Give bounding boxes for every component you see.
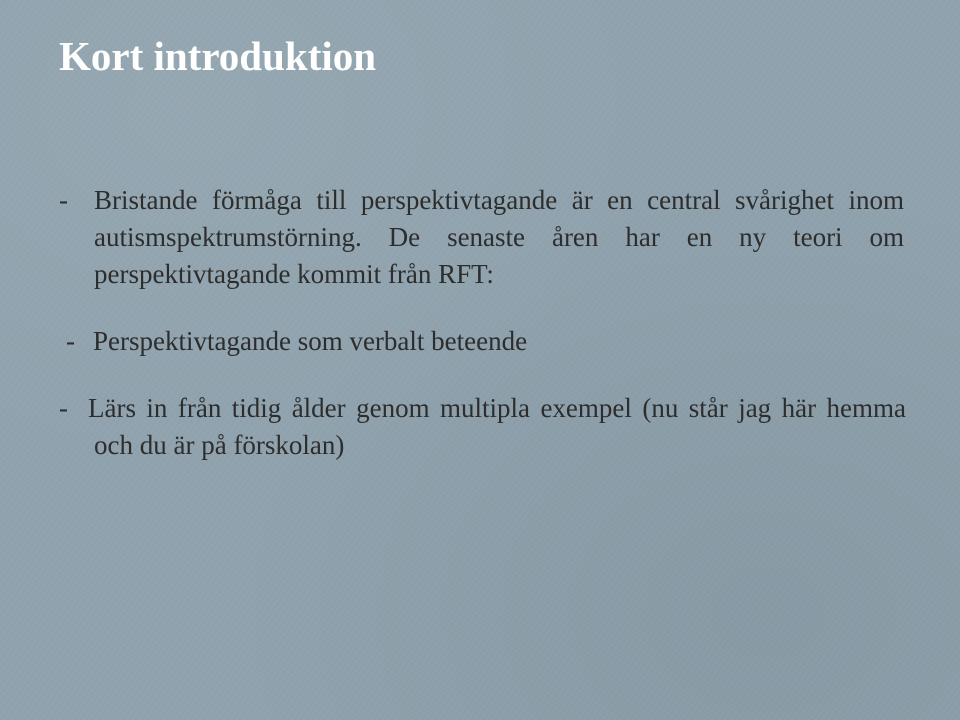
bullet-marker: - [59, 393, 68, 423]
bullet-marker: - [66, 326, 75, 356]
slide-title: Kort introduktion [59, 33, 377, 79]
bullet-item [59, 182, 904, 293]
bullet-text: Perspektivtagande som verbalt beteende [93, 326, 528, 356]
bullet-text: Lärs in från tidig ålder genom multipla exempel (nu står jag här hemma och du är på förskolan) [88, 393, 906, 460]
bullet-text: Bristande förmåga till perspektivtagande är en central svårighet inom autismspektrumstörning. De senaste åren har en ny teori om perspektivtagande kommit från RFT: [94, 185, 904, 289]
bullet-item [66, 323, 906, 360]
bullet-item [59, 390, 906, 464]
bullet-marker: - [59, 185, 68, 215]
